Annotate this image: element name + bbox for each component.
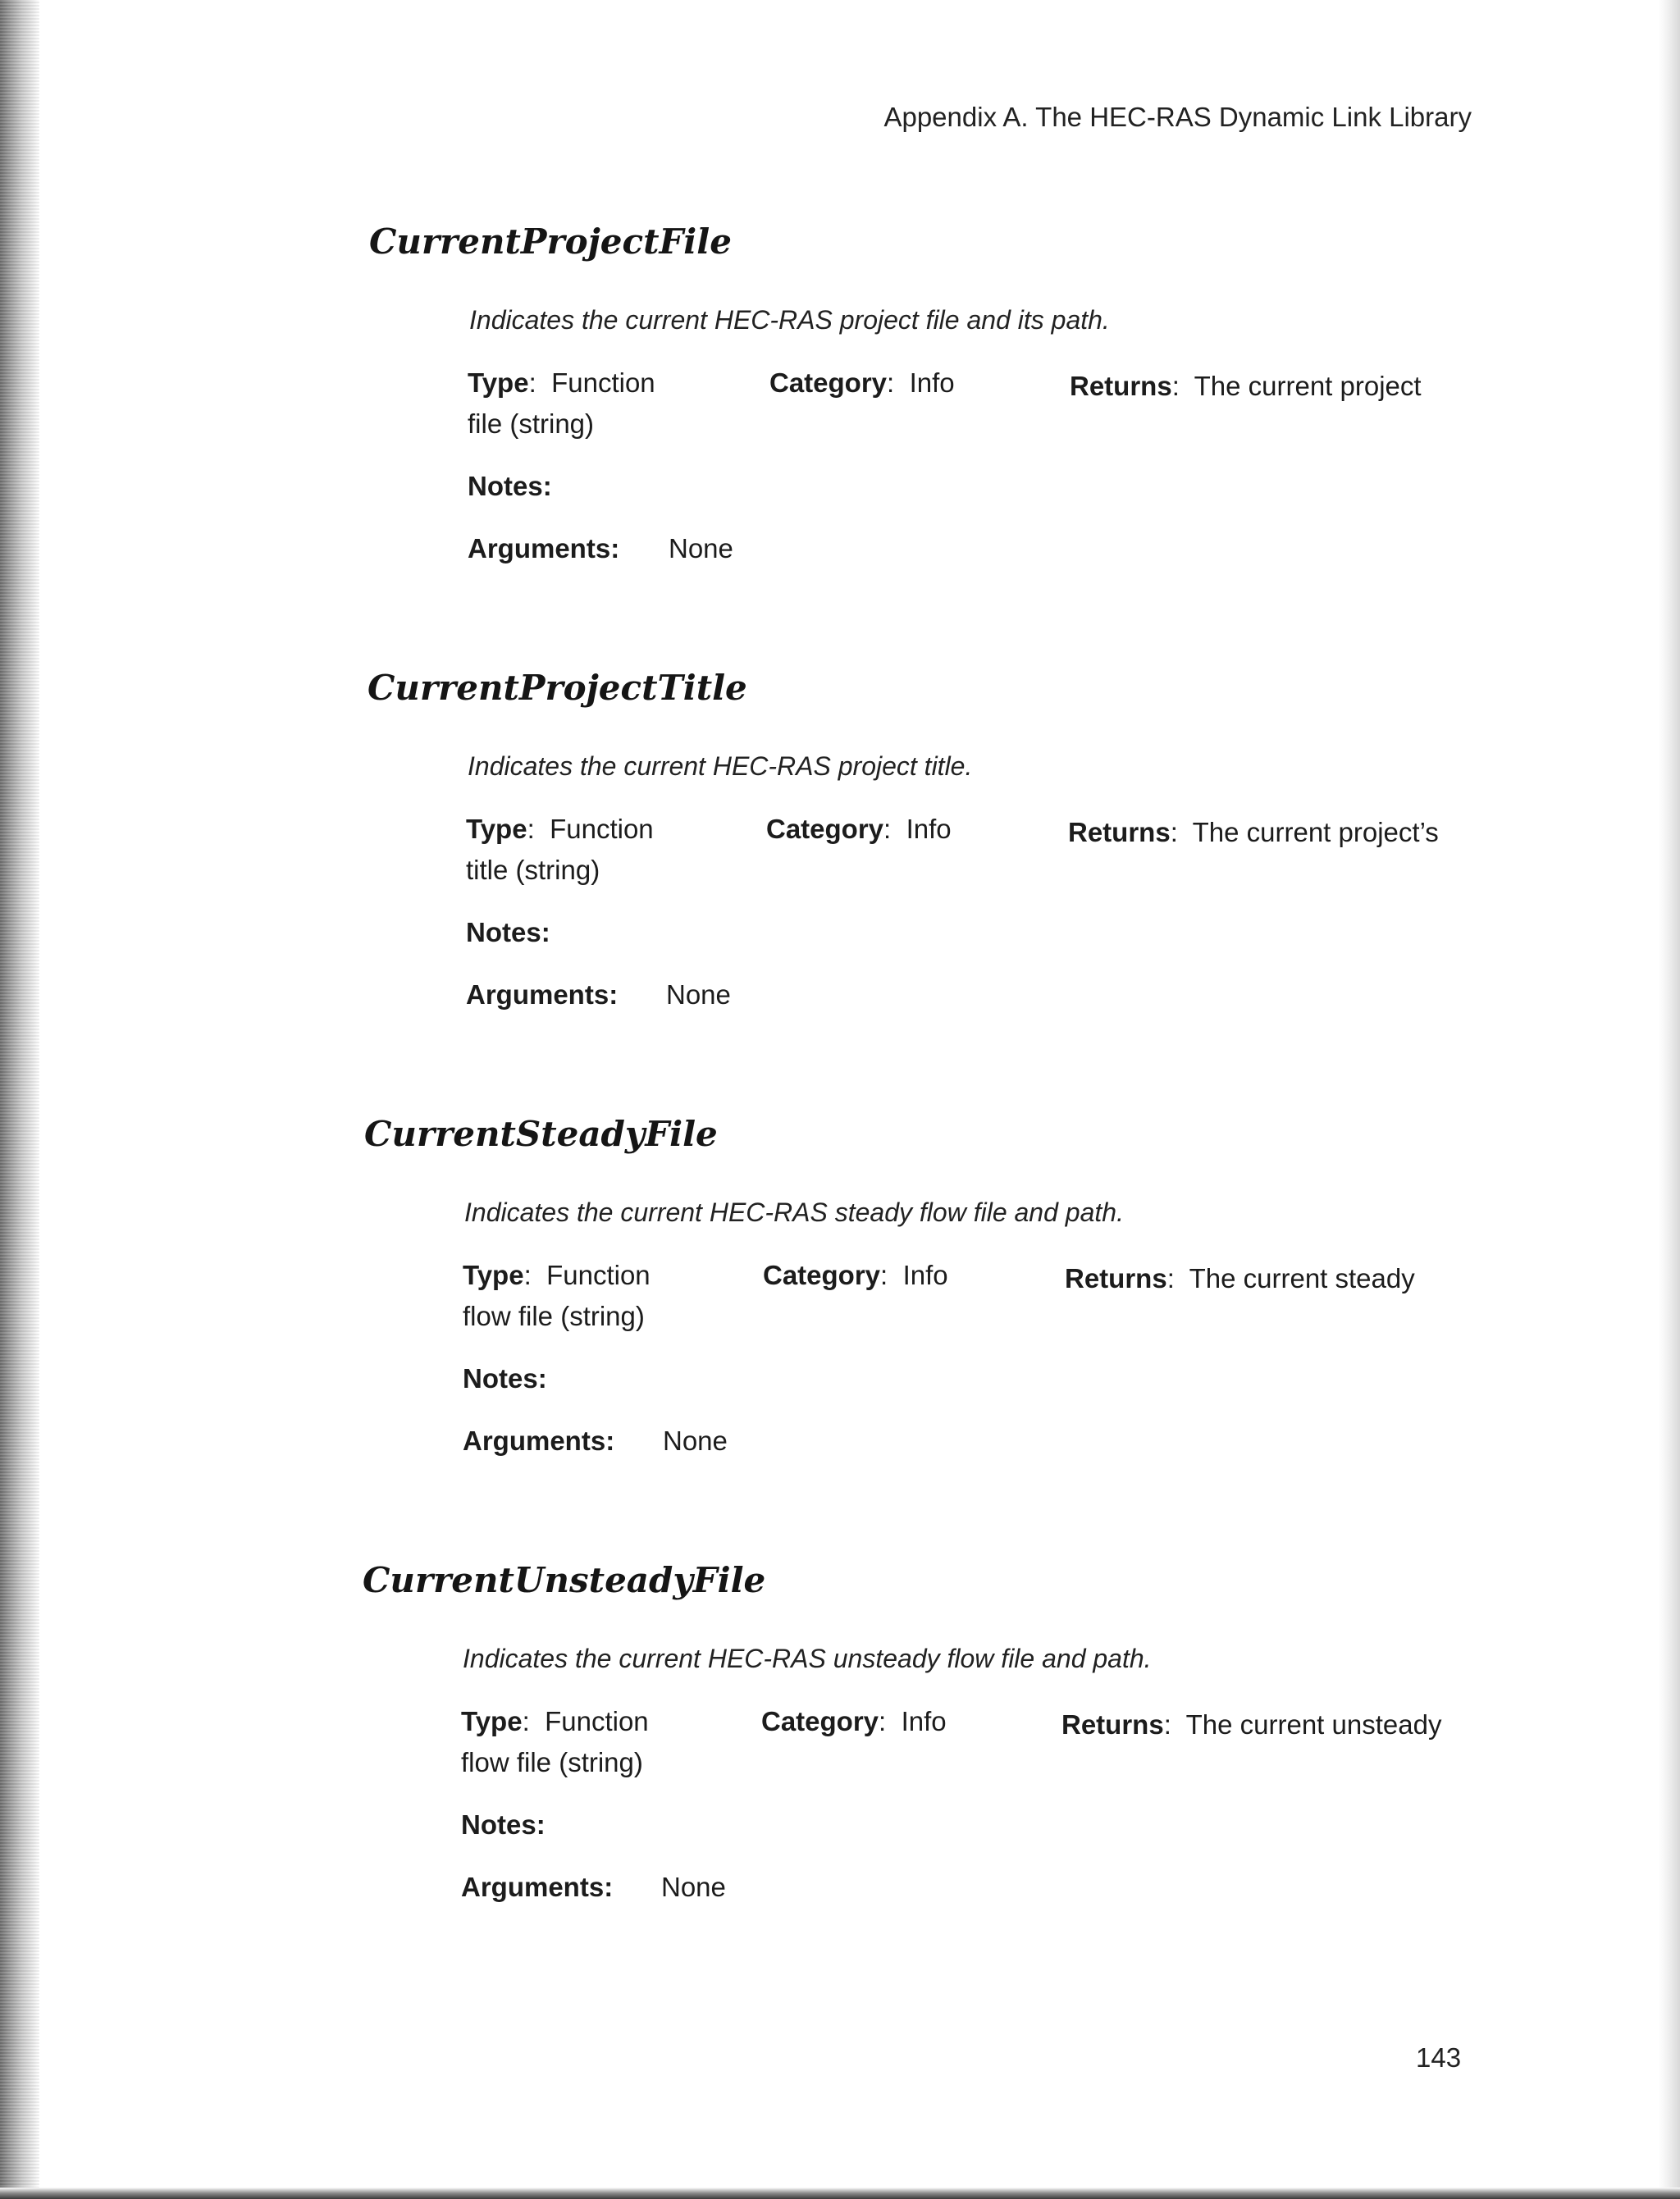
- returns-continuation: flow file (string): [461, 1747, 643, 1777]
- returns-label: Returns: [1068, 817, 1171, 847]
- entry-current-project-title: [0, 668, 1680, 1053]
- entry-description: Indicates the current HEC-RAS steady flow file and path.: [464, 1198, 1124, 1227]
- colon: :: [523, 1260, 532, 1290]
- returns-field: [1070, 371, 1422, 402]
- category-field: [769, 367, 955, 399]
- category-value: Info: [906, 814, 952, 844]
- returns-continuation: flow file (string): [463, 1301, 645, 1331]
- entry-title: CurrentProjectFile: [369, 221, 732, 262]
- arguments-field: [468, 533, 619, 564]
- type-field: [466, 814, 654, 845]
- entry-title: CurrentSteadyFile: [364, 1114, 718, 1154]
- entry-current-unsteady-file: [0, 1560, 1680, 1946]
- type-field: [468, 367, 655, 399]
- type-label: Type: [461, 1706, 523, 1736]
- entry-description: Indicates the current HEC-RAS project title.: [468, 751, 973, 781]
- colon: :: [604, 1872, 614, 1902]
- notes-field: [461, 1809, 546, 1841]
- notes-field: [466, 917, 550, 948]
- type-field: [463, 1260, 651, 1291]
- notes-field: [468, 471, 552, 502]
- entry-title: CurrentUnsteadyFile: [363, 1560, 766, 1600]
- notes-label: Notes: [461, 1809, 536, 1840]
- returns-value: The current project’s: [1192, 817, 1439, 847]
- returns-label: Returns: [1070, 371, 1172, 401]
- type-value: Function: [551, 367, 655, 398]
- entry-current-steady-file: [0, 1114, 1680, 1499]
- type-value: Function: [545, 1706, 649, 1736]
- colon: :: [1170, 817, 1178, 847]
- arguments-label: Arguments: [461, 1872, 605, 1902]
- arguments-field: [463, 1426, 614, 1457]
- returns-continuation: title (string): [466, 855, 600, 885]
- type-value: Function: [550, 814, 654, 844]
- colon: :: [883, 814, 892, 844]
- category-value: Info: [901, 1706, 947, 1736]
- notes-field: [463, 1363, 547, 1394]
- returns-label: Returns: [1065, 1263, 1167, 1293]
- arguments-label: Arguments: [466, 979, 609, 1010]
- colon: :: [887, 367, 895, 398]
- running-header: Appendix A. The HEC-RAS Dynamic Link Library: [883, 102, 1472, 132]
- type-label: Type: [468, 367, 529, 398]
- notes-label: Notes: [468, 471, 543, 501]
- colon: :: [1166, 1263, 1175, 1293]
- arguments-label: Arguments: [468, 533, 611, 563]
- colon: :: [527, 814, 535, 844]
- colon: :: [541, 917, 550, 947]
- colon: :: [1171, 371, 1180, 401]
- arguments-value: None: [666, 979, 731, 1010]
- returns-continuation: file (string): [468, 408, 595, 439]
- page-number: 143: [1416, 2042, 1462, 2073]
- colon: :: [522, 1706, 530, 1736]
- colon: :: [610, 533, 620, 563]
- category-value: Info: [909, 367, 955, 398]
- arguments-value: None: [661, 1872, 726, 1902]
- category-label: Category: [769, 367, 888, 398]
- notes-label: Notes: [466, 917, 541, 947]
- scan-bottom-edge: [0, 2188, 1680, 2199]
- arguments-label: Arguments: [463, 1426, 606, 1456]
- returns-value: The current unsteady: [1185, 1709, 1442, 1740]
- arguments-value: None: [669, 533, 733, 563]
- type-value: Function: [546, 1260, 651, 1290]
- colon: :: [542, 471, 552, 501]
- returns-value: The current project: [1194, 371, 1422, 401]
- category-field: [763, 1260, 948, 1291]
- entry-current-project-file: [0, 221, 1680, 607]
- colon: :: [609, 979, 619, 1010]
- entry-description: Indicates the current HEC-RAS project file and its path.: [469, 305, 1110, 335]
- entry-title: CurrentProjectTitle: [368, 668, 747, 708]
- category-label: Category: [766, 814, 884, 844]
- returns-label: Returns: [1061, 1709, 1164, 1740]
- type-label: Type: [466, 814, 527, 844]
- type-label: Type: [463, 1260, 524, 1290]
- arguments-field: [466, 979, 618, 1011]
- notes-label: Notes: [463, 1363, 538, 1394]
- colon: :: [537, 1363, 547, 1394]
- category-field: [766, 814, 952, 845]
- colon: :: [879, 1706, 887, 1736]
- category-value: Info: [902, 1260, 948, 1290]
- category-field: [761, 1706, 947, 1737]
- returns-field: [1061, 1709, 1441, 1740]
- returns-field: [1068, 817, 1439, 848]
- entry-description: Indicates the current HEC-RAS unsteady flow file and path.: [463, 1644, 1152, 1673]
- category-label: Category: [763, 1260, 881, 1290]
- arguments-value: None: [663, 1426, 728, 1456]
- type-field: [461, 1706, 649, 1737]
- colon: :: [880, 1260, 888, 1290]
- returns-value: The current steady: [1189, 1263, 1415, 1293]
- colon: :: [1163, 1709, 1171, 1740]
- colon: :: [536, 1809, 546, 1840]
- colon: :: [528, 367, 536, 398]
- category-label: Category: [761, 1706, 879, 1736]
- arguments-field: [461, 1872, 613, 1903]
- returns-field: [1065, 1263, 1415, 1294]
- colon: :: [605, 1426, 615, 1456]
